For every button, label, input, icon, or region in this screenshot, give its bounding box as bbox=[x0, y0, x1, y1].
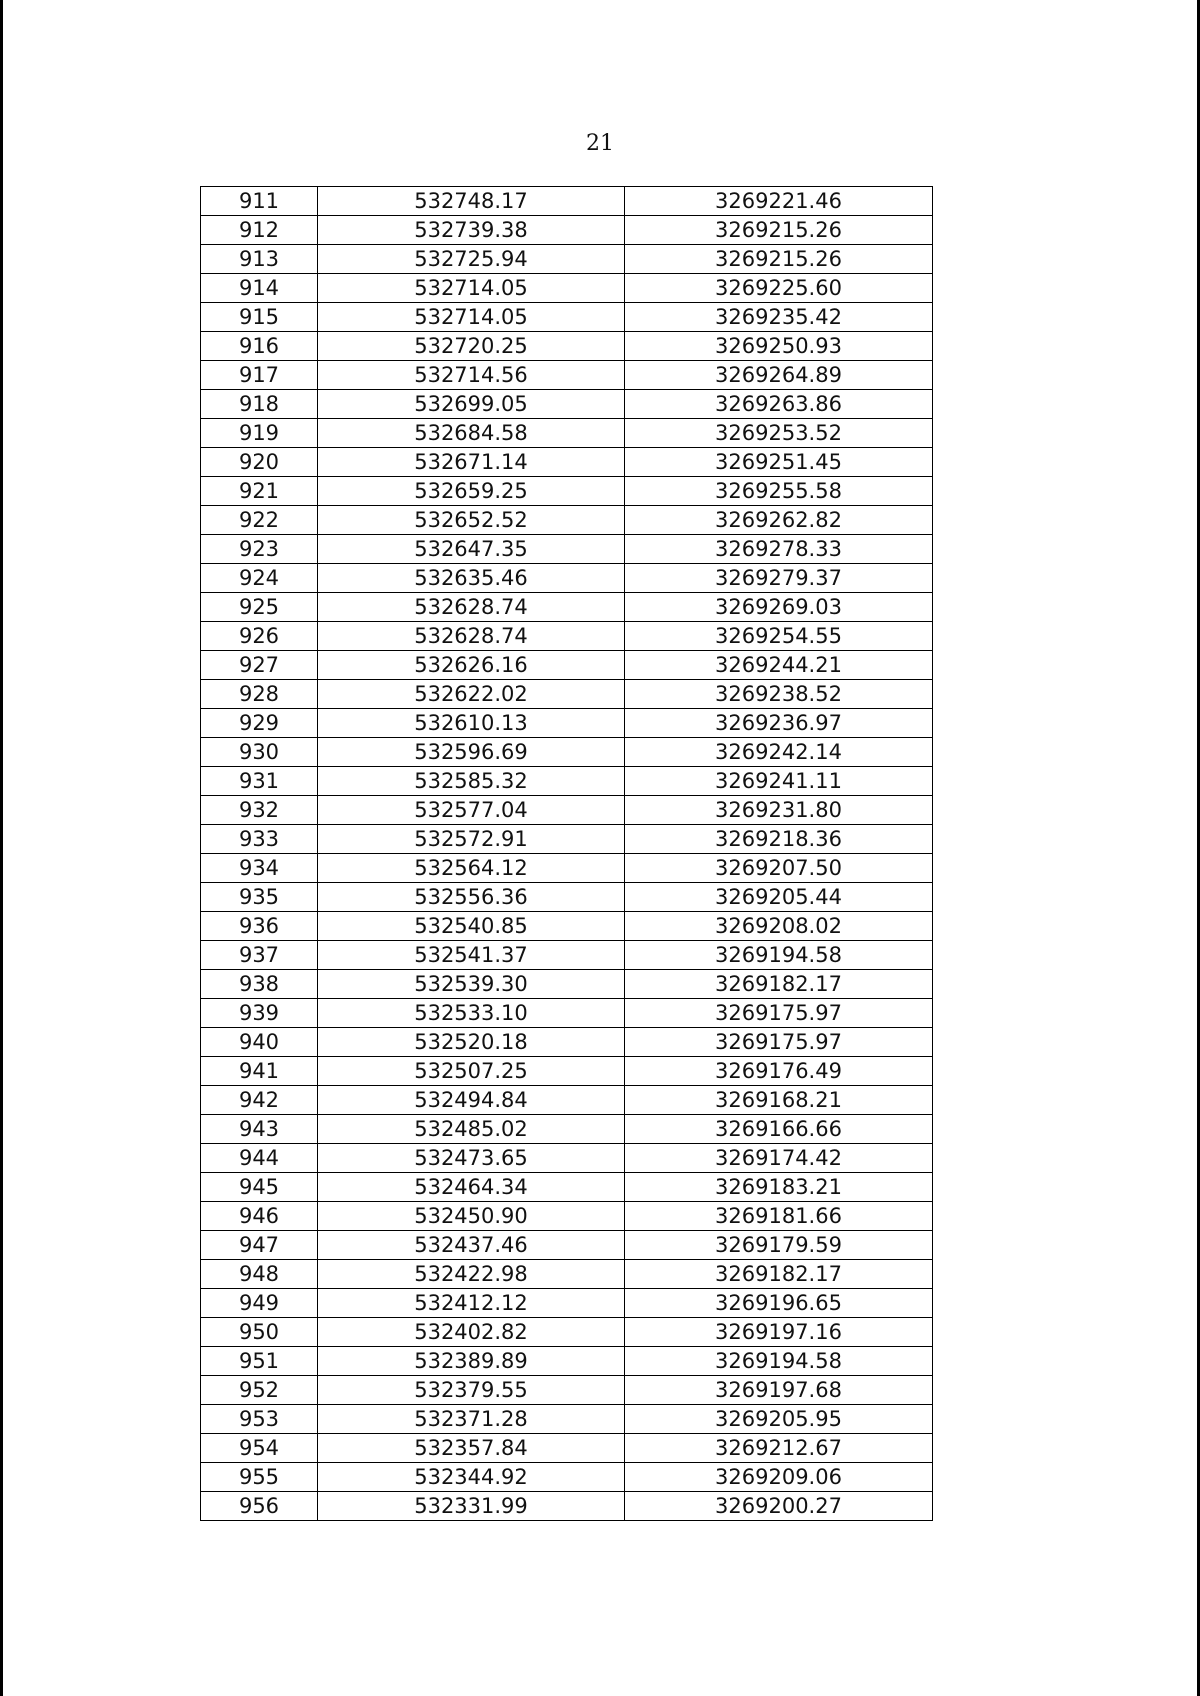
point-number-cell: 933 bbox=[201, 825, 318, 854]
x-coordinate-cell: 532635.46 bbox=[318, 564, 625, 593]
y-coordinate-cell: 3269241.11 bbox=[625, 767, 933, 796]
x-coordinate-cell: 532610.13 bbox=[318, 709, 625, 738]
point-number-cell: 911 bbox=[201, 187, 318, 216]
x-coordinate-cell: 532585.32 bbox=[318, 767, 625, 796]
table-row bbox=[201, 1405, 933, 1434]
table-row bbox=[201, 854, 933, 883]
x-coordinate-cell: 532464.34 bbox=[318, 1173, 625, 1202]
point-number-cell: 926 bbox=[201, 622, 318, 651]
x-coordinate-cell: 532652.52 bbox=[318, 506, 625, 535]
x-coordinate-cell: 532389.89 bbox=[318, 1347, 625, 1376]
x-coordinate-cell: 532626.16 bbox=[318, 651, 625, 680]
point-number-cell: 916 bbox=[201, 332, 318, 361]
y-coordinate-cell: 3269181.66 bbox=[625, 1202, 933, 1231]
y-coordinate-cell: 3269175.97 bbox=[625, 999, 933, 1028]
table-row bbox=[201, 274, 933, 303]
table-row bbox=[201, 1492, 933, 1521]
point-number-cell: 954 bbox=[201, 1434, 318, 1463]
point-number-cell: 913 bbox=[201, 245, 318, 274]
point-number-cell: 941 bbox=[201, 1057, 318, 1086]
table-row bbox=[201, 593, 933, 622]
y-coordinate-cell: 3269182.17 bbox=[625, 970, 933, 999]
x-coordinate-cell: 532577.04 bbox=[318, 796, 625, 825]
y-coordinate-cell: 3269218.36 bbox=[625, 825, 933, 854]
table-row bbox=[201, 448, 933, 477]
point-number-cell: 930 bbox=[201, 738, 318, 767]
point-number-cell: 937 bbox=[201, 941, 318, 970]
y-coordinate-cell: 3269263.86 bbox=[625, 390, 933, 419]
point-number-cell: 946 bbox=[201, 1202, 318, 1231]
point-number-cell: 936 bbox=[201, 912, 318, 941]
y-coordinate-cell: 3269279.37 bbox=[625, 564, 933, 593]
point-number-cell: 945 bbox=[201, 1173, 318, 1202]
point-number-cell: 921 bbox=[201, 477, 318, 506]
y-coordinate-cell: 3269175.97 bbox=[625, 1028, 933, 1057]
y-coordinate-cell: 3269208.02 bbox=[625, 912, 933, 941]
coordinate-table bbox=[200, 186, 933, 1521]
y-coordinate-cell: 3269166.66 bbox=[625, 1115, 933, 1144]
point-number-cell: 943 bbox=[201, 1115, 318, 1144]
point-number-cell: 923 bbox=[201, 535, 318, 564]
table-row bbox=[201, 796, 933, 825]
x-coordinate-cell: 532572.91 bbox=[318, 825, 625, 854]
table-row bbox=[201, 216, 933, 245]
x-coordinate-cell: 532520.18 bbox=[318, 1028, 625, 1057]
point-number-cell: 948 bbox=[201, 1260, 318, 1289]
table-row bbox=[201, 1115, 933, 1144]
x-coordinate-cell: 532748.17 bbox=[318, 187, 625, 216]
point-number-cell: 940 bbox=[201, 1028, 318, 1057]
point-number-cell: 956 bbox=[201, 1492, 318, 1521]
x-coordinate-cell: 532725.94 bbox=[318, 245, 625, 274]
point-number-cell: 950 bbox=[201, 1318, 318, 1347]
y-coordinate-cell: 3269269.03 bbox=[625, 593, 933, 622]
x-coordinate-cell: 532437.46 bbox=[318, 1231, 625, 1260]
table-row bbox=[201, 825, 933, 854]
y-coordinate-cell: 3269205.95 bbox=[625, 1405, 933, 1434]
point-number-cell: 922 bbox=[201, 506, 318, 535]
point-number-cell: 939 bbox=[201, 999, 318, 1028]
y-coordinate-cell: 3269179.59 bbox=[625, 1231, 933, 1260]
table-row bbox=[201, 1260, 933, 1289]
x-coordinate-cell: 532714.56 bbox=[318, 361, 625, 390]
point-number-cell: 955 bbox=[201, 1463, 318, 1492]
y-coordinate-cell: 3269205.44 bbox=[625, 883, 933, 912]
table-row bbox=[201, 738, 933, 767]
point-number-cell: 927 bbox=[201, 651, 318, 680]
point-number-cell: 944 bbox=[201, 1144, 318, 1173]
point-number-cell: 951 bbox=[201, 1347, 318, 1376]
x-coordinate-cell: 532485.02 bbox=[318, 1115, 625, 1144]
table-row bbox=[201, 1086, 933, 1115]
table-row bbox=[201, 419, 933, 448]
x-coordinate-cell: 532357.84 bbox=[318, 1434, 625, 1463]
table-row bbox=[201, 912, 933, 941]
point-number-cell: 918 bbox=[201, 390, 318, 419]
x-coordinate-cell: 532628.74 bbox=[318, 622, 625, 651]
x-coordinate-cell: 532739.38 bbox=[318, 216, 625, 245]
table-row bbox=[201, 709, 933, 738]
point-number-cell: 934 bbox=[201, 854, 318, 883]
table-row bbox=[201, 1347, 933, 1376]
x-coordinate-cell: 532564.12 bbox=[318, 854, 625, 883]
x-coordinate-cell: 532507.25 bbox=[318, 1057, 625, 1086]
x-coordinate-cell: 532622.02 bbox=[318, 680, 625, 709]
y-coordinate-cell: 3269254.55 bbox=[625, 622, 933, 651]
y-coordinate-cell: 3269176.49 bbox=[625, 1057, 933, 1086]
table-row bbox=[201, 535, 933, 564]
y-coordinate-cell: 3269207.50 bbox=[625, 854, 933, 883]
y-coordinate-cell: 3269197.68 bbox=[625, 1376, 933, 1405]
y-coordinate-cell: 3269242.14 bbox=[625, 738, 933, 767]
point-number-cell: 917 bbox=[201, 361, 318, 390]
point-number-cell: 929 bbox=[201, 709, 318, 738]
x-coordinate-cell: 532659.25 bbox=[318, 477, 625, 506]
x-coordinate-cell: 532684.58 bbox=[318, 419, 625, 448]
y-coordinate-cell: 3269200.27 bbox=[625, 1492, 933, 1521]
point-number-cell: 924 bbox=[201, 564, 318, 593]
x-coordinate-cell: 532344.92 bbox=[318, 1463, 625, 1492]
y-coordinate-cell: 3269236.97 bbox=[625, 709, 933, 738]
point-number-cell: 949 bbox=[201, 1289, 318, 1318]
x-coordinate-cell: 532539.30 bbox=[318, 970, 625, 999]
table-row bbox=[201, 564, 933, 593]
table-row bbox=[201, 1144, 933, 1173]
x-coordinate-cell: 532714.05 bbox=[318, 274, 625, 303]
y-coordinate-cell: 3269168.21 bbox=[625, 1086, 933, 1115]
y-coordinate-cell: 3269221.46 bbox=[625, 187, 933, 216]
table-row bbox=[201, 767, 933, 796]
point-number-cell: 928 bbox=[201, 680, 318, 709]
table-row bbox=[201, 999, 933, 1028]
point-number-cell: 919 bbox=[201, 419, 318, 448]
x-coordinate-cell: 532647.35 bbox=[318, 535, 625, 564]
scan-border-left bbox=[0, 0, 3, 1696]
table-row bbox=[201, 187, 933, 216]
table-row bbox=[201, 1318, 933, 1347]
point-number-cell: 942 bbox=[201, 1086, 318, 1115]
table-row bbox=[201, 680, 933, 709]
x-coordinate-cell: 532331.99 bbox=[318, 1492, 625, 1521]
y-coordinate-cell: 3269238.52 bbox=[625, 680, 933, 709]
point-number-cell: 920 bbox=[201, 448, 318, 477]
x-coordinate-cell: 532699.05 bbox=[318, 390, 625, 419]
table-row bbox=[201, 970, 933, 999]
table-row bbox=[201, 651, 933, 680]
y-coordinate-cell: 3269209.06 bbox=[625, 1463, 933, 1492]
y-coordinate-cell: 3269231.80 bbox=[625, 796, 933, 825]
coordinate-table-body bbox=[201, 187, 933, 1521]
y-coordinate-cell: 3269194.58 bbox=[625, 1347, 933, 1376]
y-coordinate-cell: 3269196.65 bbox=[625, 1289, 933, 1318]
y-coordinate-cell: 3269212.67 bbox=[625, 1434, 933, 1463]
table-row bbox=[201, 622, 933, 651]
point-number-cell: 935 bbox=[201, 883, 318, 912]
table-row bbox=[201, 1463, 933, 1492]
table-row bbox=[201, 941, 933, 970]
table-row bbox=[201, 477, 933, 506]
x-coordinate-cell: 532720.25 bbox=[318, 332, 625, 361]
y-coordinate-cell: 3269251.45 bbox=[625, 448, 933, 477]
point-number-cell: 932 bbox=[201, 796, 318, 825]
point-number-cell: 912 bbox=[201, 216, 318, 245]
x-coordinate-cell: 532533.10 bbox=[318, 999, 625, 1028]
y-coordinate-cell: 3269197.16 bbox=[625, 1318, 933, 1347]
table-row bbox=[201, 1231, 933, 1260]
x-coordinate-cell: 532596.69 bbox=[318, 738, 625, 767]
point-number-cell: 925 bbox=[201, 593, 318, 622]
x-coordinate-cell: 532556.36 bbox=[318, 883, 625, 912]
point-number-cell: 931 bbox=[201, 767, 318, 796]
table-row bbox=[201, 506, 933, 535]
y-coordinate-cell: 3269250.93 bbox=[625, 332, 933, 361]
table-row bbox=[201, 1173, 933, 1202]
table-row bbox=[201, 361, 933, 390]
table-row bbox=[201, 1057, 933, 1086]
point-number-cell: 947 bbox=[201, 1231, 318, 1260]
table-row bbox=[201, 390, 933, 419]
x-coordinate-cell: 532402.82 bbox=[318, 1318, 625, 1347]
x-coordinate-cell: 532450.90 bbox=[318, 1202, 625, 1231]
table-row bbox=[201, 332, 933, 361]
y-coordinate-cell: 3269235.42 bbox=[625, 303, 933, 332]
table-row bbox=[201, 883, 933, 912]
x-coordinate-cell: 532540.85 bbox=[318, 912, 625, 941]
point-number-cell: 938 bbox=[201, 970, 318, 999]
x-coordinate-cell: 532422.98 bbox=[318, 1260, 625, 1289]
y-coordinate-cell: 3269278.33 bbox=[625, 535, 933, 564]
y-coordinate-cell: 3269182.17 bbox=[625, 1260, 933, 1289]
table-row bbox=[201, 1289, 933, 1318]
x-coordinate-cell: 532671.14 bbox=[318, 448, 625, 477]
table-row bbox=[201, 1202, 933, 1231]
y-coordinate-cell: 3269255.58 bbox=[625, 477, 933, 506]
y-coordinate-cell: 3269244.21 bbox=[625, 651, 933, 680]
x-coordinate-cell: 532494.84 bbox=[318, 1086, 625, 1115]
table-row bbox=[201, 245, 933, 274]
y-coordinate-cell: 3269174.42 bbox=[625, 1144, 933, 1173]
y-coordinate-cell: 3269215.26 bbox=[625, 216, 933, 245]
table-row bbox=[201, 1028, 933, 1057]
point-number-cell: 953 bbox=[201, 1405, 318, 1434]
x-coordinate-cell: 532371.28 bbox=[318, 1405, 625, 1434]
y-coordinate-cell: 3269253.52 bbox=[625, 419, 933, 448]
point-number-cell: 914 bbox=[201, 274, 318, 303]
y-coordinate-cell: 3269183.21 bbox=[625, 1173, 933, 1202]
table-row bbox=[201, 303, 933, 332]
y-coordinate-cell: 3269215.26 bbox=[625, 245, 933, 274]
x-coordinate-cell: 532412.12 bbox=[318, 1289, 625, 1318]
x-coordinate-cell: 532628.74 bbox=[318, 593, 625, 622]
page-number: 21 bbox=[586, 131, 614, 156]
y-coordinate-cell: 3269194.58 bbox=[625, 941, 933, 970]
table-row bbox=[201, 1376, 933, 1405]
table-row bbox=[201, 1434, 933, 1463]
x-coordinate-cell: 532714.05 bbox=[318, 303, 625, 332]
y-coordinate-cell: 3269262.82 bbox=[625, 506, 933, 535]
y-coordinate-cell: 3269264.89 bbox=[625, 361, 933, 390]
x-coordinate-cell: 532541.37 bbox=[318, 941, 625, 970]
y-coordinate-cell: 3269225.60 bbox=[625, 274, 933, 303]
x-coordinate-cell: 532379.55 bbox=[318, 1376, 625, 1405]
point-number-cell: 952 bbox=[201, 1376, 318, 1405]
x-coordinate-cell: 532473.65 bbox=[318, 1144, 625, 1173]
point-number-cell: 915 bbox=[201, 303, 318, 332]
